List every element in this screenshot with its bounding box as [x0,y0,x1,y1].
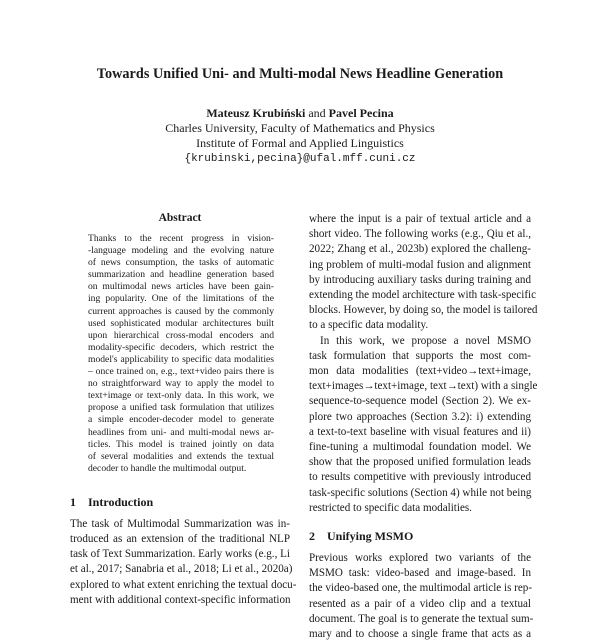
affiliation: Institute of Formal and Applied Linguistics [196,136,404,151]
abstract-line: ing popularity. One of the limitations of the [88,293,274,305]
msmo-body [309,551,534,642]
body-line: mon data modalities (text+video→text+image, [309,365,531,378]
body-line: blocks. However, by doing so, the model is tailored [309,304,538,317]
abstract-line: decoder to handle the multimodal output. [88,462,247,474]
body-line: mary and to choose a single frame that acts as a [309,628,531,641]
body-line: task of Text Summarization. Early works (e.g., Li [70,548,290,561]
body-line: where the input is a pair of textual article and a [309,213,531,225]
body-line: document. The goal is to generate the textual sum- [309,612,534,625]
author-email: {krubinski,pecina}@ufal.mff.cuni.cz [184,152,416,165]
introduction-body [70,517,297,608]
body-line: task-specific solutions (Section 4) while not being [309,486,532,499]
abstract-line: -language modeling and the evolving nature [88,245,274,257]
section-number: 1 [70,494,76,509]
body-line: Previous works explored two variants of the [309,552,531,565]
body-line: explored to what extent enriching the textual docu- [70,578,297,591]
abstract-line: of news consumption, the tasks of automatic [88,257,274,269]
body-line: a text-to-text baseline with visual features and ii) [309,425,531,438]
abstract-line: ticles. This model is trained jointly on data [88,438,274,450]
abstract-line: modality-specific decoders, which restrict the [88,341,274,353]
section-title: Unifying MSMO [327,529,414,544]
body-line: resented as a pair of a video clip and a textual [309,597,531,610]
affiliation: Charles University, Faculty of Mathematics and Physics [165,121,435,136]
abstract-heading: Abstract [158,212,202,224]
author-block [0,106,600,167]
body-line: In this work, we propose a novel MSMO [320,334,531,347]
intro-continuation [309,212,538,334]
abstract-line: used sophisticated modular architectures built [88,317,274,329]
author-names [0,106,600,121]
body-line: to results competitive with previously introduced [309,471,531,484]
abstract-line: propose a unified task formulation that utilizes [88,402,274,414]
body-line: text+images→text+image, text→text) with a single [309,380,538,393]
body-line: ing problem of multi-modal fusion and alignment [309,258,531,271]
abstract-line: no straightforward way to apply the model to [88,378,274,390]
abstract-line: Thanks to the recent progress in vision- [88,233,274,244]
section-number: 2 [309,529,315,544]
body-line: fine-tuning a multimodal foundation model. We [309,441,531,454]
body-line: restricted to specific data modalities. [309,501,472,514]
abstract-line: model's applicability to specific data modalities [88,353,274,365]
body-line: sequence-to-sequence model (Section 2). We ex- [309,395,531,408]
abstract-line: on multimodal news articles have been gain- [88,281,274,293]
abstract-line: current approaches is caused by the commonly [88,305,274,317]
section-heading-introduction [70,495,290,510]
body-line: et al., 2017; Sanabria et al., 2018; Li et al., 2020a) [70,563,293,576]
section-title: Introduction [88,494,154,509]
abstract-line: summarization and headline generation based [88,269,274,281]
abstract-body [88,233,274,475]
body-line: plore two approaches (Section 3.2): i) extending [309,410,531,423]
abstract-line: text+image or text-only data. In this work, we [88,390,274,402]
author-name: Mateusz Krubiński [206,106,306,120]
author-conjunction: and [308,106,326,120]
body-line: MSMO task: video-based and image-based. In [309,567,531,580]
body-line: ment with additional context-specific information [70,593,291,606]
body-line: The task of Multimodal Summarization was in- [70,517,290,530]
body-line: extending the model architecture with task-specific [309,289,537,302]
right-column [309,212,538,642]
body-line: the video-based one, the multimodal article is rep- [309,582,533,595]
author-name: Pavel Pecina [328,106,394,120]
body-line: short video. The following works (e.g., Qiu et al., [309,228,531,241]
left-column [70,212,297,608]
abstract-line: a simple encoder-decoder model to generate [88,414,274,426]
body-line: task formulation that supports the most com- [309,349,531,362]
section-heading-unifying-msmo [309,529,531,544]
body-line: show that the proposed unified formulation leads [309,456,531,469]
body-line: by introducing auxiliary tasks during training and [309,273,531,286]
intro-paragraph-2 [309,334,538,516]
paper-title: Towards Unified Uni- and Multi-modal News Headline Generation [96,66,504,82]
body-line: 2022; Zhang et al., 2023b) explored the challeng- [309,243,531,256]
abstract-line: upon hierarchical cross-modal encoders and [88,329,274,341]
body-line: troduced as an extension of the traditional NLP [70,533,290,546]
abstract-line: – once trained on, e.g., text+video pairs there is [88,366,274,378]
abstract-line: of several modalities and extends the textual [88,450,274,462]
abstract-line: headlines from uni- and multi-modal news ar- [88,426,274,438]
body-line: to a specific data modality. [309,319,429,332]
